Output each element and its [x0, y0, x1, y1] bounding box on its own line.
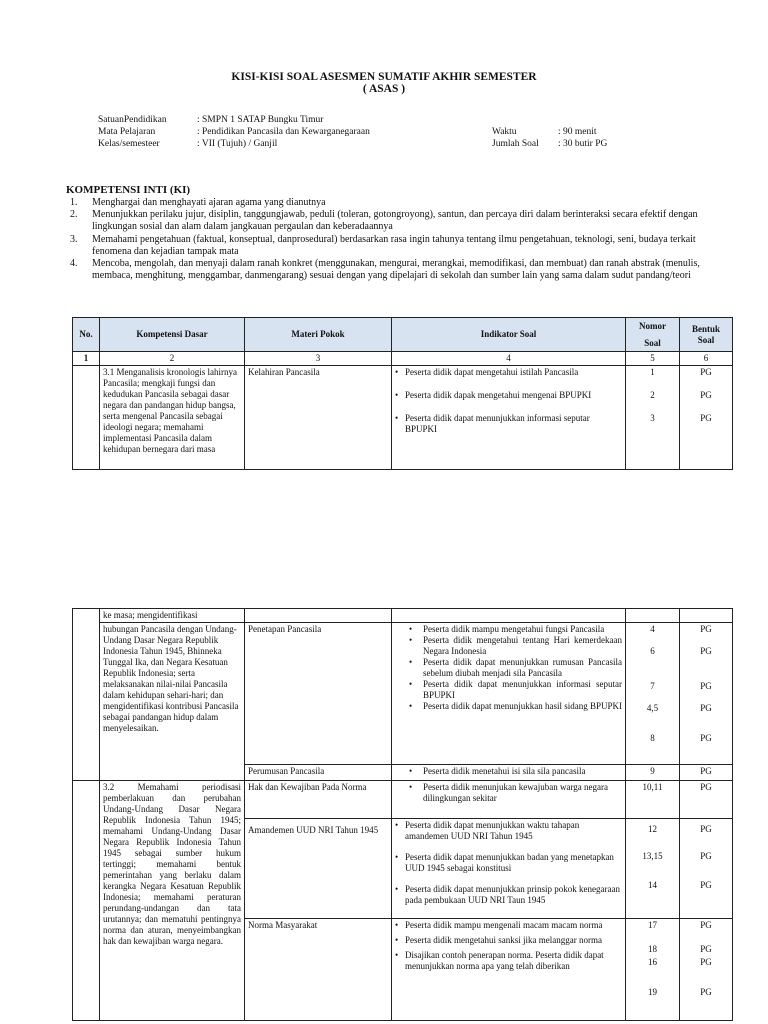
indikator-cell — [392, 366, 626, 470]
info-satuan-label: SatuanPendidikan — [98, 115, 167, 125]
indikator-item: • Peserta didik dapat menunjukkan badan yang menetapkan UUD 1945 sebagai konstitusi — [395, 852, 622, 874]
ki-item: 4. Mencoba, mengolah, dan menyaji dalam ranah konkret (menggunakan, mengurai, merangkai, memodifikasi, dan membuat) dan ranah abstrak (menulis, membaca, menghitung, menggambar, danmengarang) sesuai dengan yang dipelajari di sekolah dan sumber lain yang sama dalam sudut pandang/teori — [70, 258, 700, 282]
col-number: 5 — [626, 352, 680, 366]
col-number: 3 — [245, 352, 392, 366]
col-number: 2 — [100, 352, 245, 366]
kd-cell: ke masa; mengidentifikasi — [100, 609, 245, 623]
indikator-cell — [392, 623, 626, 765]
header-kd: Kompetensi Dasar — [100, 318, 245, 352]
indikator-item: • Peserta didik dapat menunjukkan hasil sidang BPUPKI — [395, 701, 622, 712]
materi-cell: Amandemen UUD NRI Tahun 1945 — [245, 819, 392, 919]
indikator-item: • Peserta didik menetahui isi sila sila pancasila — [395, 766, 622, 777]
nomor-cell: 9 — [626, 765, 680, 781]
indikator-item: • Disajikan contoh penerapan norma. Peserta didik dapat menunjukkan norma apa yang telah diberikan — [395, 950, 622, 972]
empty-cell — [626, 609, 680, 623]
bentuk-cell: PG PG PG PG PG — [680, 623, 733, 765]
col-number: 4 — [392, 352, 626, 366]
materi-cell: Kelahiran Pancasila — [245, 366, 392, 470]
kd-cell: hubungan Pancasila dengan Undang-Undang Dasar Negara Republik Indonesia Tahun 1945, Bhinneka Tunggal Ika, dan Negara Kesatuan Republik Indonesia; serta melaksanakan nilai-nilai Pancasila dalam kehidupan sehari-hari; dan mengidentifikasi kontribusi Pancasila sebagai pandangan hidup dalam menyelesaikan. — [100, 623, 245, 781]
materi-cell: Perumusan Pancasila — [245, 765, 392, 781]
indikator-item: • Peserta didik dapat menunjukkan informasi seputar BPUPKI — [395, 413, 622, 435]
info-mapel-label: Mata Pelajaran — [98, 127, 156, 137]
materi-cell: Penetapan Pancasila — [245, 623, 392, 765]
ki-heading: KOMPETENSI INTI (KI) — [66, 184, 191, 196]
header-materi: Materi Pokok — [245, 318, 392, 352]
row-no — [73, 781, 100, 1021]
info-waktu-value: : 90 menit — [558, 127, 597, 137]
kisi-table-page2 — [72, 608, 733, 1021]
indikator-item: • Peserta didik mampu mengenali macam macam norma — [395, 920, 622, 931]
indikator-cell — [392, 819, 626, 919]
info-mapel-value: : Pendidikan Pancasila dan Kewarganegaraan — [197, 127, 370, 137]
row-no — [73, 609, 100, 623]
document-subtitle: ( ASAS ) — [362, 83, 406, 95]
nomor-cell: 17 18 16 19 — [626, 919, 680, 1021]
header-no: No. — [73, 318, 100, 352]
indikator-cell — [392, 781, 626, 819]
kisi-table-page1 — [72, 317, 733, 470]
col-number: 1 — [73, 352, 100, 366]
ki-item: 3. Memahami pengetahuan (faktual, konseptual, danprosedural) berdasarkan rasa ingin tahunya tentang ilmu pengetahuan, teknologi, seni, budaya terkait fenomena dan kejadian tampak mata — [70, 233, 696, 257]
empty-cell — [392, 609, 626, 623]
bentuk-cell: PG — [680, 781, 733, 819]
nomor-cell: 4 6 7 4,5 8 — [626, 623, 680, 765]
indikator-item: • Peserta didik mampu mengetahui fungsi Pancasila — [395, 624, 622, 635]
indikator-item: • Peserta didik dapat menunjukkan rumusan Pancasila sebelum diubah menjadi sila Pancasila — [395, 657, 622, 679]
empty-cell — [680, 609, 733, 623]
kd-cell: 3.2 Memahami periodisasi pemberlakuan dan perubahan Undang-Undang Dasar Negara Republik Indonesia Tahun 1945; memahami Undang-Undang Dasar Negara Republik Indonesia Tahun 1945 sebagai sumber hukum tertinggi; memahami bentuk pemerintahan yang berlaku dalam kerangka Negara Kesatuan Republik Indonesia; memahami peraturan perundang-undangan dan tata urutannya; dan mematuhi pentingnya norma dan aturan, menyeimbangkan hak dan kewajiban warga negara. — [100, 781, 245, 1021]
header-nomor: Nomor Soal — [626, 318, 680, 352]
materi-cell: Norma Masyarakat — [245, 919, 392, 1021]
ki-item: 2. Menunjukkan perilaku jujur, disiplin, tanggungjawab, peduli (toleran, gotongroyong), santun, dan percaya diri dalam berinteraksi secara efektif dengan lingkungan sosial dan alam dalam jangkauan pergaulan dan keberadaannya — [70, 209, 698, 233]
kd-cell: 3.1 Menganalisis kronologis lahirnya Pancasila; mengkaji fungsi dan kedudukan Pancasila sebagai dasar negara dan pandangan hidup bangsa, serta mengenal Pancasila sebagai ideologi negara; memahami implementasi Pancasila dalam kehidupan bernegara dari masa — [100, 366, 245, 470]
bentuk-cell: PG PG PG PG — [680, 919, 733, 1021]
info-kelas-label: Kelas/semesteer — [98, 139, 160, 149]
ki-list — [70, 197, 710, 282]
indikator-item: • Peserta didik mengetahui tentang Hari kemerdekaan Negara Indonesia — [395, 635, 622, 657]
nomor-cell: 10,11 — [626, 781, 680, 819]
indikator-item: • Peserta didik mengetahui sanksi jika melanggar norma — [395, 935, 622, 946]
info-satuan-value: : SMPN 1 SATAP Bungku Timur — [197, 115, 324, 125]
bentuk-cell: PG — [680, 765, 733, 781]
nomor-cell: 12 13,15 14 — [626, 819, 680, 919]
info-jumlah-label: Jumlah Soal — [492, 139, 539, 149]
info-jumlah-value: : 30 butir PG — [558, 139, 608, 149]
indikator-item: • Peserta didik dapak mengetahui mengenai BPUPKI — [395, 390, 622, 401]
info-kelas-value: : VII (Tujuh) / Ganjil — [197, 139, 278, 149]
indikator-item: • Peserta didik dapat mengetahui istilah Pancasila — [395, 367, 622, 378]
row-no — [73, 623, 100, 781]
row-no — [73, 366, 100, 470]
indikator-item: • Peserta didik menunjukan kewajuban warga negara dilingkungan sekitar — [395, 782, 622, 804]
indikator-item: • Peserta didik dapat menunjukkan waktu tahapan amandemen UUD NRI Tahun 1945 — [395, 820, 622, 842]
bentuk-cell: PG PG PG — [680, 819, 733, 919]
materi-cell: Hak dan Kewajiban Pada Norma — [245, 781, 392, 819]
document-title: KISI-KISI SOAL ASESMEN SUMATIF AKHIR SEMESTER — [231, 71, 537, 83]
ki-item: 1. Menghargai dan menghayati ajaran agama yang dianutnya — [70, 197, 326, 208]
header-indikator: Indikator Soal — [392, 318, 626, 352]
indikator-cell — [392, 765, 626, 781]
header-bentuk: Bentuk Soal — [680, 318, 733, 352]
bentuk-cell: PG PG PG — [680, 366, 733, 470]
empty-cell — [245, 609, 392, 623]
indikator-cell — [392, 919, 626, 1021]
indikator-item: • Peserta didik dapat menunjukkan informasi seputar BPUPKI — [395, 679, 622, 701]
col-number: 6 — [680, 352, 733, 366]
indikator-item: • Peserta didik dapat menunjukkan prinsip pokok kenegaraan pada pembukaan UUD NRI Taun 1945 — [395, 884, 622, 906]
info-waktu-label: Waktu — [492, 127, 517, 137]
nomor-cell: 1 2 3 — [626, 366, 680, 470]
